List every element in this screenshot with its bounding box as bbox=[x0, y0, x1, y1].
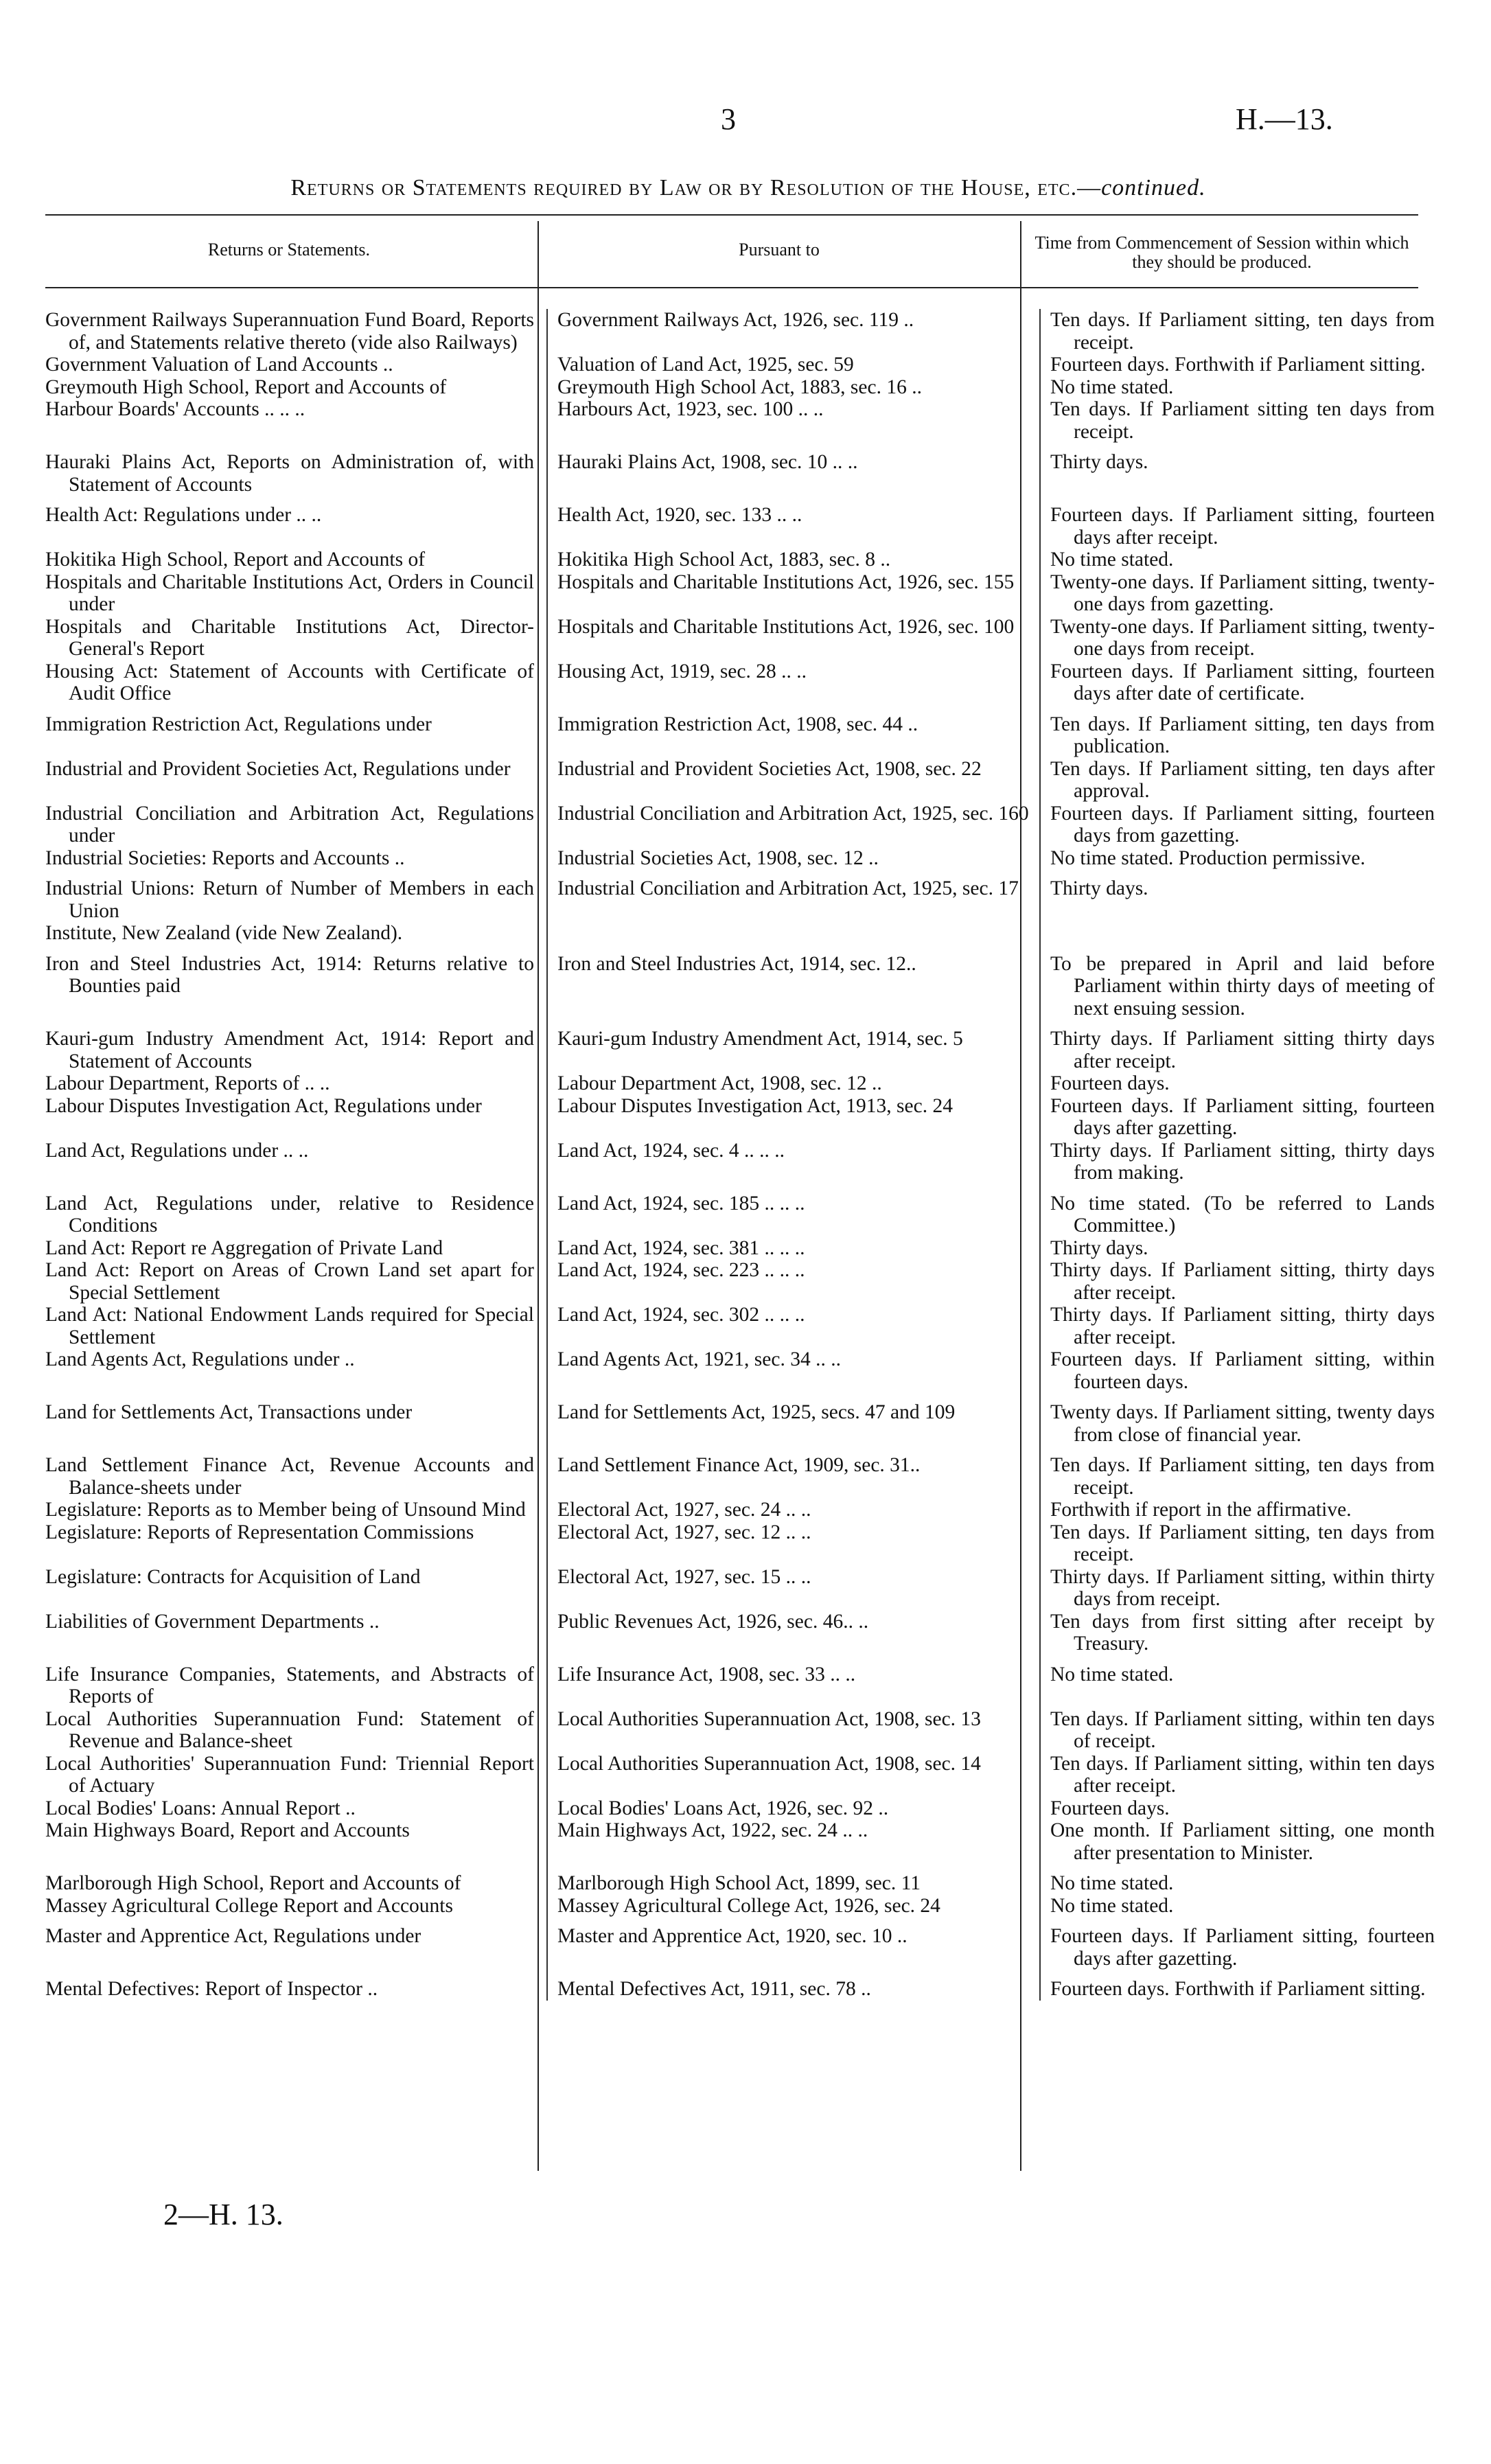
time-cell bbox=[1040, 496, 1435, 549]
table-row bbox=[45, 1499, 1435, 1521]
time-cell bbox=[1040, 1753, 1435, 1797]
time-cell-text: Fourteen days. bbox=[1050, 1797, 1170, 1819]
pursuant-cell-text: Land Act, 1924, sec. 302 .. .. .. bbox=[557, 1304, 805, 1326]
time-cell-text: Fourteen days. If Parliament sitting, fourteen days after date of certificate. bbox=[1050, 660, 1435, 704]
pursuant-cell bbox=[547, 376, 1040, 399]
table-row bbox=[45, 869, 1435, 922]
table-row bbox=[45, 571, 1435, 616]
pursuant-cell bbox=[547, 1237, 1040, 1260]
table-row bbox=[45, 616, 1435, 660]
pursuant-cell bbox=[547, 616, 1040, 660]
pursuant-cell bbox=[547, 1819, 1040, 1864]
time-cell bbox=[1040, 616, 1435, 660]
return-cell bbox=[45, 1348, 547, 1393]
time-cell bbox=[1040, 660, 1435, 705]
return-cell-text: Land Settlement Finance Act, Revenue Accounts and Balance-sheets under bbox=[45, 1454, 534, 1499]
return-cell-text: Legislature: Reports of Representation Commissions bbox=[45, 1521, 474, 1543]
return-cell-text: Local Bodies' Loans: Annual Report .. bbox=[45, 1797, 356, 1819]
return-cell bbox=[45, 1917, 547, 1970]
return-cell-text: Massey Agricultural College Report and Accounts bbox=[45, 1894, 453, 1917]
pursuant-cell bbox=[547, 443, 1040, 496]
table-row bbox=[45, 705, 1435, 758]
time-cell-text: Fourteen days. If Parliament sitting, fourteen days after gazetting. bbox=[1050, 1925, 1435, 1970]
pursuant-cell bbox=[547, 1970, 1040, 2001]
time-cell bbox=[1040, 1797, 1435, 1820]
return-cell bbox=[45, 354, 547, 376]
time-cell bbox=[1040, 1259, 1435, 1304]
pursuant-cell bbox=[547, 496, 1040, 549]
time-cell-text: No time stated. Production permissive. bbox=[1050, 847, 1365, 869]
return-cell-text: Hospitals and Charitable Institutions Act, Orders in Council under bbox=[45, 571, 534, 615]
pursuant-cell-text: Hospitals and Charitable Institutions Act, 1926, sec. 100 bbox=[557, 615, 1015, 638]
return-cell bbox=[45, 496, 547, 549]
column-header-time: Time from Commencement of Session within which they should be produced. bbox=[1035, 233, 1409, 272]
time-cell bbox=[1040, 1072, 1435, 1095]
page-number: 3 bbox=[721, 102, 736, 136]
return-cell bbox=[45, 1259, 547, 1304]
time-cell-text: Fourteen days. Forthwith if Parliament sitting. bbox=[1050, 354, 1426, 376]
time-cell bbox=[1040, 847, 1435, 870]
time-cell bbox=[1040, 869, 1435, 922]
time-cell bbox=[1040, 945, 1435, 1020]
return-cell bbox=[45, 1499, 547, 1521]
pursuant-cell bbox=[547, 1521, 1040, 1566]
table-row bbox=[45, 1611, 1435, 1655]
pursuant-cell bbox=[547, 758, 1040, 803]
pursuant-cell bbox=[547, 1393, 1040, 1446]
pursuant-cell-text: Electoral Act, 1927, sec. 15 .. .. bbox=[557, 1565, 811, 1588]
table-row bbox=[45, 758, 1435, 803]
return-cell-text: Land Act, Regulations under, relative to Residence Conditions bbox=[45, 1192, 534, 1236]
table-row bbox=[45, 309, 1435, 354]
table-row bbox=[45, 922, 1435, 945]
time-cell-text: Thirty days. If Parliament sitting, within thirty days from receipt. bbox=[1050, 1565, 1435, 1610]
return-cell-text: Legislature: Reports as to Member being of Unsound Mind bbox=[45, 1499, 526, 1521]
return-cell-text: Liabilities of Government Departments .. bbox=[45, 1610, 380, 1633]
time-cell bbox=[1040, 1917, 1435, 1970]
time-cell-text: No time stated. bbox=[1050, 1663, 1174, 1685]
pursuant-cell bbox=[547, 945, 1040, 1020]
table-row bbox=[45, 660, 1435, 705]
pursuant-cell bbox=[547, 1708, 1040, 1753]
return-cell-text: Labour Disputes Investigation Act, Regulations under bbox=[45, 1094, 482, 1117]
time-cell bbox=[1040, 1895, 1435, 1918]
return-cell-text: Master and Apprentice Act, Regulations under bbox=[45, 1925, 421, 1947]
pursuant-cell bbox=[547, 869, 1040, 922]
return-cell bbox=[45, 1970, 547, 2001]
time-cell-text: Thirty days. If Parliament sitting, thirty days from making. bbox=[1050, 1139, 1435, 1184]
return-cell-text: Hauraki Plains Act, Reports on Administration of, with Statement of Accounts bbox=[45, 451, 534, 496]
pursuant-cell-text: Kauri-gum Industry Amendment Act, 1914, sec. 5 bbox=[557, 1028, 963, 1050]
table-row bbox=[45, 1304, 1435, 1348]
pursuant-cell bbox=[547, 1864, 1040, 1895]
time-cell bbox=[1040, 1499, 1435, 1521]
time-cell-text: Ten days. If Parliament sitting, ten days from publication. bbox=[1050, 713, 1435, 757]
pursuant-cell-text: Land Act, 1924, sec. 223 .. .. .. bbox=[557, 1259, 805, 1281]
table-row bbox=[45, 1566, 1435, 1611]
time-cell-text: Fourteen days. If Parliament sitting, fourteen days after receipt. bbox=[1050, 504, 1435, 549]
pursuant-cell-text: Land Agents Act, 1921, sec. 34 .. .. bbox=[557, 1348, 841, 1370]
return-cell-text: Government Valuation of Land Accounts .. bbox=[45, 354, 393, 376]
return-cell bbox=[45, 571, 547, 616]
time-cell-text: Thirty days. If Parliament sitting, thirty days after receipt. bbox=[1050, 1304, 1435, 1348]
pursuant-cell-text: Mental Defectives Act, 1911, sec. 78 .. bbox=[557, 1978, 871, 2000]
return-cell-text: Health Act: Regulations under .. .. bbox=[45, 504, 322, 526]
time-cell-text: Ten days. If Parliament sitting, ten days from receipt. bbox=[1050, 1454, 1435, 1499]
pursuant-cell-text: Local Authorities Superannuation Act, 1908, sec. 14 bbox=[557, 1752, 981, 1775]
table-row bbox=[45, 1446, 1435, 1499]
time-cell-text: Ten days. If Parliament sitting, ten days from receipt. bbox=[1050, 1521, 1435, 1565]
pursuant-cell bbox=[547, 1611, 1040, 1655]
table-row bbox=[45, 1237, 1435, 1260]
pursuant-cell-text: Valuation of Land Act, 1925, sec. 59 bbox=[557, 354, 854, 376]
return-cell bbox=[45, 1304, 547, 1348]
pursuant-cell-text: Land Act, 1924, sec. 381 .. .. .. bbox=[557, 1236, 805, 1259]
time-cell-text: Ten days. If Parliament sitting, within ten days of receipt. bbox=[1050, 1707, 1435, 1752]
pursuant-cell-text: Industrial and Provident Societies Act, 1908, sec. 22 bbox=[557, 757, 982, 780]
table-row bbox=[45, 1797, 1435, 1820]
time-cell bbox=[1040, 1819, 1435, 1864]
pursuant-cell-text: Immigration Restriction Act, 1908, sec. 44 .. bbox=[557, 713, 918, 735]
return-cell bbox=[45, 1819, 547, 1864]
return-cell bbox=[45, 1393, 547, 1446]
return-cell-text: Housing Act: Statement of Accounts with Certificate of Audit Office bbox=[45, 660, 534, 704]
time-cell bbox=[1040, 1566, 1435, 1611]
return-cell bbox=[45, 660, 547, 705]
return-cell-text: Labour Department, Reports of .. .. bbox=[45, 1072, 330, 1094]
table-row bbox=[45, 847, 1435, 870]
time-cell bbox=[1040, 803, 1435, 847]
column-header-pursuant: Pursuant to bbox=[739, 240, 820, 260]
time-cell bbox=[1040, 1446, 1435, 1499]
pursuant-cell bbox=[547, 705, 1040, 758]
document-reference: H.—13. bbox=[1236, 102, 1333, 136]
pursuant-cell-text: Hospitals and Charitable Institutions Act, 1926, sec. 155 bbox=[557, 571, 1015, 593]
return-cell bbox=[45, 847, 547, 870]
return-cell bbox=[45, 705, 547, 758]
return-cell bbox=[45, 616, 547, 660]
time-cell bbox=[1040, 705, 1435, 758]
table-row bbox=[45, 1819, 1435, 1864]
time-cell bbox=[1040, 1611, 1435, 1655]
time-cell-text: No time stated. (To be referred to Lands Committee.) bbox=[1050, 1192, 1435, 1236]
return-cell bbox=[45, 549, 547, 571]
table-row bbox=[45, 1348, 1435, 1393]
time-cell bbox=[1040, 309, 1435, 354]
return-cell-text: Mental Defectives: Report of Inspector .. bbox=[45, 1978, 378, 2000]
pursuant-cell-text: Local Authorities Superannuation Act, 1908, sec. 13 bbox=[557, 1707, 981, 1730]
table-row bbox=[45, 945, 1435, 1020]
return-cell-text: Land Act: National Endowment Lands required for Special Settlement bbox=[45, 1304, 534, 1348]
time-cell-text: Thirty days. If Parliament sitting thirty days after receipt. bbox=[1050, 1028, 1435, 1072]
time-cell-text: Thirty days. If Parliament sitting, thirty days after receipt. bbox=[1050, 1259, 1435, 1304]
table-row bbox=[45, 803, 1435, 847]
pursuant-cell-text: Public Revenues Act, 1926, sec. 46.. .. bbox=[557, 1610, 869, 1633]
pursuant-cell bbox=[547, 660, 1040, 705]
pursuant-cell-text: Local Bodies' Loans Act, 1926, sec. 92 .. bbox=[557, 1797, 889, 1819]
time-cell bbox=[1040, 1095, 1435, 1140]
return-cell bbox=[45, 1611, 547, 1655]
time-cell-text: Fourteen days. Forthwith if Parliament sitting. bbox=[1050, 1978, 1426, 2000]
return-cell bbox=[45, 1184, 547, 1237]
table-row bbox=[45, 443, 1435, 496]
time-cell-text: Ten days. If Parliament sitting, ten days from receipt. bbox=[1050, 309, 1435, 354]
table-row bbox=[45, 1072, 1435, 1095]
time-cell bbox=[1040, 1184, 1435, 1237]
return-cell-text: Harbour Boards' Accounts .. .. .. bbox=[45, 398, 305, 420]
time-cell-text: No time stated. bbox=[1050, 1872, 1174, 1894]
return-cell bbox=[45, 1895, 547, 1918]
return-cell bbox=[45, 1446, 547, 1499]
time-cell-text: Thirty days. bbox=[1050, 1236, 1148, 1259]
time-cell bbox=[1040, 376, 1435, 399]
time-cell-text: Thirty days. bbox=[1050, 877, 1148, 899]
return-cell-text: Main Highways Board, Report and Accounts bbox=[45, 1819, 410, 1841]
pursuant-cell bbox=[547, 847, 1040, 870]
pursuant-cell-text: Labour Disputes Investigation Act, 1913, sec. 24 bbox=[557, 1094, 953, 1117]
return-cell bbox=[45, 1797, 547, 1820]
return-cell bbox=[45, 1566, 547, 1611]
pursuant-cell-text: Harbours Act, 1923, sec. 100 .. .. bbox=[557, 398, 824, 420]
return-cell-text: Government Railways Superannuation Fund Board, Reports of, and Statements relative thereto (vide also Railways) bbox=[45, 309, 534, 354]
return-cell-text: Local Authorities Superannuation Fund: Statement of Revenue and Balance-sheet bbox=[45, 1707, 534, 1752]
return-cell bbox=[45, 1864, 547, 1895]
pursuant-cell bbox=[547, 1259, 1040, 1304]
pursuant-cell-text: Land Act, 1924, sec. 185 .. .. .. bbox=[557, 1192, 805, 1214]
time-cell-text: Ten days. If Parliament sitting ten days from receipt. bbox=[1050, 398, 1435, 443]
page-heading bbox=[137, 175, 1359, 201]
pursuant-cell-text: Housing Act, 1919, sec. 28 .. .. bbox=[557, 660, 807, 682]
time-cell-text: Fourteen days. If Parliament sitting, within fourteen days. bbox=[1050, 1348, 1435, 1393]
time-cell bbox=[1040, 1393, 1435, 1446]
return-cell bbox=[45, 1521, 547, 1566]
table-row bbox=[45, 1895, 1435, 1918]
pursuant-cell-text: Industrial Conciliation and Arbitration Act, 1925, sec. 17 bbox=[557, 877, 1019, 899]
time-cell bbox=[1040, 1140, 1435, 1184]
return-cell-text: Industrial and Provident Societies Act, Regulations under bbox=[45, 757, 511, 780]
table-row bbox=[45, 1864, 1435, 1895]
return-cell-text: Land for Settlements Act, Transactions under bbox=[45, 1401, 413, 1423]
table-row bbox=[45, 1095, 1435, 1140]
time-cell bbox=[1040, 571, 1435, 616]
return-cell bbox=[45, 1095, 547, 1140]
pursuant-cell-text: Land for Settlements Act, 1925, secs. 47 and 109 bbox=[557, 1401, 956, 1423]
return-cell-text: Kauri-gum Industry Amendment Act, 1914: Report and Statement of Accounts bbox=[45, 1028, 534, 1072]
return-cell-text: Land Act: Report on Areas of Crown Land set apart for Special Settlement bbox=[45, 1259, 534, 1304]
return-cell bbox=[45, 1708, 547, 1753]
pursuant-cell bbox=[547, 1072, 1040, 1095]
return-cell bbox=[45, 398, 547, 443]
column-header-returns: Returns or Statements. bbox=[207, 240, 371, 260]
table-row bbox=[45, 376, 1435, 399]
table-row bbox=[45, 1917, 1435, 1970]
pursuant-cell bbox=[547, 1446, 1040, 1499]
pursuant-cell bbox=[547, 1895, 1040, 1918]
table-row bbox=[45, 1020, 1435, 1072]
time-cell-text: Fourteen days. If Parliament sitting, fourteen days from gazetting. bbox=[1050, 802, 1435, 847]
pursuant-cell-text: Industrial Societies Act, 1908, sec. 12 .. bbox=[557, 847, 879, 869]
header-bottom-rule bbox=[45, 287, 1418, 288]
return-cell-text: Land Agents Act, Regulations under .. bbox=[45, 1348, 355, 1370]
heading-main: Returns or Statements required by Law or by Resolution of the House, etc.— bbox=[290, 175, 1102, 200]
pursuant-cell bbox=[547, 1095, 1040, 1140]
return-cell-text: Greymouth High School, Report and Accounts of bbox=[45, 376, 447, 398]
time-cell bbox=[1040, 1020, 1435, 1072]
time-cell-text: Twenty-one days. If Parliament sitting, twenty-one days from receipt. bbox=[1050, 615, 1435, 660]
table-row bbox=[45, 549, 1435, 571]
table-row bbox=[45, 1708, 1435, 1753]
table-row bbox=[45, 1970, 1435, 2001]
table-row bbox=[45, 1655, 1435, 1708]
table-row bbox=[45, 1140, 1435, 1184]
pursuant-cell-text: Government Railways Act, 1926, sec. 119 .. bbox=[557, 309, 914, 331]
table-row bbox=[45, 354, 1435, 376]
pursuant-cell bbox=[547, 1797, 1040, 1820]
table-row bbox=[45, 1753, 1435, 1797]
return-cell-text: Local Authorities' Superannuation Fund: Triennial Report of Actuary bbox=[45, 1752, 534, 1797]
pursuant-cell bbox=[547, 1348, 1040, 1393]
pursuant-cell-text: Main Highways Act, 1922, sec. 24 .. .. bbox=[557, 1819, 868, 1841]
pursuant-cell-text: Greymouth High School Act, 1883, sec. 16 .. bbox=[557, 376, 922, 398]
time-cell-text: Fourteen days. bbox=[1050, 1072, 1170, 1094]
pursuant-cell-text: Master and Apprentice Act, 1920, sec. 10 .. bbox=[557, 1925, 908, 1947]
time-cell-text: Twenty days. If Parliament sitting, twenty days from close of financial year. bbox=[1050, 1401, 1435, 1446]
return-cell bbox=[45, 443, 547, 496]
time-cell-text: Ten days. If Parliament sitting, ten days after approval. bbox=[1050, 757, 1435, 802]
pursuant-cell-text: Marlborough High School Act, 1899, sec. 11 bbox=[557, 1872, 921, 1894]
pursuant-cell-text: Massey Agricultural College Act, 1926, sec. 24 bbox=[557, 1894, 940, 1917]
table-row bbox=[45, 1393, 1435, 1446]
return-cell-text: Industrial Unions: Return of Number of Members in each Union bbox=[45, 877, 534, 922]
returns-table-body bbox=[45, 309, 1435, 2001]
return-cell-text: Immigration Restriction Act, Regulations under bbox=[45, 713, 432, 735]
pursuant-cell-text: Hokitika High School Act, 1883, sec. 8 .. bbox=[557, 549, 891, 571]
return-cell-text: Industrial Conciliation and Arbitration Act, Regulations under bbox=[45, 802, 534, 847]
return-cell bbox=[45, 376, 547, 399]
time-cell bbox=[1040, 922, 1435, 945]
pursuant-cell bbox=[547, 309, 1040, 354]
pursuant-cell bbox=[547, 1140, 1040, 1184]
time-cell-text: Ten days from first sitting after receipt by Treasury. bbox=[1050, 1610, 1435, 1655]
pursuant-cell bbox=[547, 1184, 1040, 1237]
time-cell bbox=[1040, 1970, 1435, 2001]
return-cell-text: Marlborough High School, Report and Accounts of bbox=[45, 1872, 461, 1894]
footer-reference: 2—H. 13. bbox=[163, 2198, 284, 2231]
return-cell bbox=[45, 1753, 547, 1797]
return-cell bbox=[45, 309, 547, 354]
return-cell-text: Land Act, Regulations under .. .. bbox=[45, 1139, 309, 1162]
time-cell bbox=[1040, 1237, 1435, 1260]
table-row bbox=[45, 1521, 1435, 1566]
return-cell-text: Life Insurance Companies, Statements, and Abstracts of Reports of bbox=[45, 1663, 534, 1707]
time-cell-text: Fourteen days. If Parliament sitting, fourteen days after gazetting. bbox=[1050, 1094, 1435, 1139]
pursuant-cell-text: Hauraki Plains Act, 1908, sec. 10 .. .. bbox=[557, 451, 858, 473]
pursuant-cell bbox=[547, 571, 1040, 616]
pursuant-cell bbox=[547, 398, 1040, 443]
return-cell bbox=[45, 1655, 547, 1708]
pursuant-cell-text: Electoral Act, 1927, sec. 24 .. .. bbox=[557, 1499, 811, 1521]
table-row bbox=[45, 1259, 1435, 1304]
pursuant-cell bbox=[547, 549, 1040, 571]
time-cell bbox=[1040, 1708, 1435, 1753]
return-cell bbox=[45, 803, 547, 847]
return-cell bbox=[45, 1140, 547, 1184]
pursuant-cell-text: Iron and Steel Industries Act, 1914, sec. 12.. bbox=[557, 952, 916, 975]
return-cell bbox=[45, 945, 547, 1020]
pursuant-cell bbox=[547, 1566, 1040, 1611]
time-cell-text: No time stated. bbox=[1050, 549, 1174, 571]
return-cell bbox=[45, 922, 547, 945]
time-cell bbox=[1040, 443, 1435, 496]
returns-table bbox=[45, 309, 1435, 2001]
pursuant-cell bbox=[547, 1304, 1040, 1348]
return-cell bbox=[45, 758, 547, 803]
return-cell bbox=[45, 1020, 547, 1072]
pursuant-cell bbox=[547, 1655, 1040, 1708]
table-row bbox=[45, 398, 1435, 443]
time-cell bbox=[1040, 398, 1435, 443]
pursuant-cell-text: Health Act, 1920, sec. 133 .. .. bbox=[557, 504, 802, 526]
time-cell-text: No time stated. bbox=[1050, 376, 1174, 398]
pursuant-cell-text: Industrial Conciliation and Arbitration Act, 1925, sec. 160 bbox=[557, 802, 1029, 825]
return-cell-text: Hospitals and Charitable Institutions Act, Director-General's Report bbox=[45, 615, 534, 660]
time-cell bbox=[1040, 1864, 1435, 1895]
pursuant-cell bbox=[547, 1499, 1040, 1521]
time-cell bbox=[1040, 1304, 1435, 1348]
time-cell-text: Forthwith if report in the affirmative. bbox=[1050, 1499, 1352, 1521]
pursuant-cell bbox=[547, 1020, 1040, 1072]
table-row bbox=[45, 1184, 1435, 1237]
pursuant-cell bbox=[547, 922, 1040, 945]
return-cell bbox=[45, 1237, 547, 1260]
time-cell bbox=[1040, 758, 1435, 803]
return-cell-text: Institute, New Zealand (vide New Zealand). bbox=[45, 922, 403, 944]
time-cell bbox=[1040, 1521, 1435, 1566]
pursuant-cell bbox=[547, 1917, 1040, 1970]
time-cell-text: No time stated. bbox=[1050, 1894, 1174, 1917]
pursuant-cell-text: Labour Department Act, 1908, sec. 12 .. bbox=[557, 1072, 882, 1094]
time-cell bbox=[1040, 549, 1435, 571]
return-cell bbox=[45, 869, 547, 922]
pursuant-cell-text: Land Settlement Finance Act, 1909, sec. 31.. bbox=[557, 1454, 921, 1476]
pursuant-cell-text: Life Insurance Act, 1908, sec. 33 .. .. bbox=[557, 1663, 856, 1685]
return-cell-text: Hokitika High School, Report and Accounts of bbox=[45, 549, 426, 571]
return-cell bbox=[45, 1072, 547, 1095]
pursuant-cell bbox=[547, 803, 1040, 847]
time-cell bbox=[1040, 1348, 1435, 1393]
pursuant-cell-text: Electoral Act, 1927, sec. 12 .. .. bbox=[557, 1521, 811, 1543]
return-cell-text: Legislature: Contracts for Acquisition of Land bbox=[45, 1565, 421, 1588]
time-cell bbox=[1040, 1655, 1435, 1708]
time-cell-text: Thirty days. bbox=[1050, 451, 1148, 473]
time-cell bbox=[1040, 354, 1435, 376]
return-cell-text: Iron and Steel Industries Act, 1914: Returns relative to Bounties paid bbox=[45, 952, 534, 997]
heading-continued: continued. bbox=[1101, 175, 1206, 200]
time-cell-text: To be prepared in April and laid before Parliament within thirty days of meeting of next ensuing session. bbox=[1050, 952, 1435, 1020]
top-rule bbox=[45, 214, 1418, 216]
return-cell-text: Land Act: Report re Aggregation of Private Land bbox=[45, 1236, 443, 1259]
time-cell-text: Twenty-one days. If Parliament sitting, twenty-one days from gazetting. bbox=[1050, 571, 1435, 615]
pursuant-cell-text: Land Act, 1924, sec. 4 .. .. .. bbox=[557, 1139, 785, 1162]
time-cell-text: Ten days. If Parliament sitting, within ten days after receipt. bbox=[1050, 1752, 1435, 1797]
return-cell-text: Industrial Societies: Reports and Accounts .. bbox=[45, 847, 405, 869]
table-row bbox=[45, 496, 1435, 549]
pursuant-cell bbox=[547, 1753, 1040, 1797]
pursuant-cell bbox=[547, 354, 1040, 376]
time-cell-text: One month. If Parliament sitting, one month after presentation to Minister. bbox=[1050, 1819, 1435, 1864]
